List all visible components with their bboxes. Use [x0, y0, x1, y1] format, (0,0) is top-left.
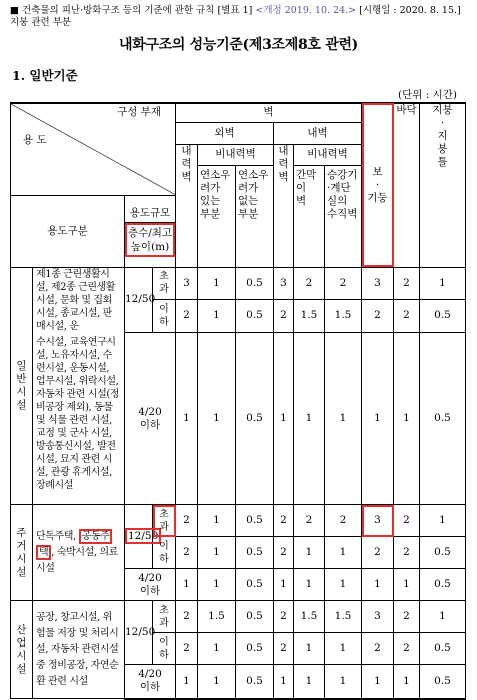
cell: 1: [198, 299, 236, 332]
cell: 1: [325, 665, 362, 699]
component-label: 구성 부재: [117, 106, 161, 118]
under-label-industrial: 이 하: [153, 633, 176, 665]
cell: 3: [274, 267, 294, 299]
cell: 1.5: [294, 601, 325, 633]
header-note: 지붕 관련 부분: [10, 17, 72, 28]
page-title: 내화구조의 성능기준(제3조제8호 관련): [118, 37, 359, 53]
usage-class-header: 용도구분: [11, 195, 125, 267]
over-label-industrial: 초 과: [153, 601, 176, 633]
cell: 1: [198, 665, 236, 699]
cell: 0.5: [420, 569, 466, 601]
cell: 1: [325, 569, 362, 601]
cell: 1: [420, 267, 466, 299]
cell: 1: [176, 569, 198, 601]
cell: 2: [274, 299, 294, 332]
cell: 1: [294, 537, 325, 569]
cell: 1: [420, 601, 466, 633]
partition-wall-header: 간막이 벽: [294, 165, 325, 267]
highlight-apartment-end: 택: [36, 545, 51, 560]
cell: 2: [294, 267, 325, 299]
cell: 2: [176, 299, 198, 332]
floor-header: 바닥: [394, 103, 420, 267]
section-heading: 1. 일반기준: [12, 68, 78, 83]
group-desc-general-a: 제1종 근린생활시설, 제2종 근린생활시설, 문화 및 집회시설, 종교시설, 판매시설, 운: [33, 267, 125, 333]
cell: 1: [198, 505, 236, 537]
cell: 1: [294, 665, 325, 699]
cell: 1: [394, 665, 420, 699]
group-name-industrial: 산 업 시 설: [11, 601, 33, 699]
cell: 1: [394, 333, 420, 505]
cell: 0.5: [236, 601, 274, 633]
effective-date: [시행일 : 2020. 8. 15.]: [356, 5, 461, 16]
group-name-general: 일 반 시 설: [11, 267, 33, 505]
scale-small-industrial: 4/20 이하: [125, 665, 176, 699]
cell: 0.5: [420, 665, 466, 699]
outer-nonbearing-header: 비내력벽: [198, 144, 274, 165]
usage-label: 용 도: [23, 134, 47, 146]
cell: 1: [198, 569, 236, 601]
highlight-scale: 12/50: [125, 528, 161, 544]
cell: 2: [362, 633, 394, 665]
cell: 1: [294, 633, 325, 665]
cell: 2: [274, 537, 294, 569]
under-label-residential: 이 하: [153, 537, 176, 569]
inner-nonbearing-header: 비내력벽: [294, 144, 362, 165]
table-row: [11, 601, 466, 633]
cell: 2: [274, 601, 294, 633]
cell: 2: [394, 299, 420, 332]
cell: 0.5: [420, 299, 466, 332]
cell: 1.5: [198, 601, 236, 633]
outer-wall-header: 외벽: [176, 122, 274, 144]
scale-big-residential: [125, 505, 159, 569]
column-header: 보 · 기둥: [362, 103, 394, 267]
scale-big-industrial: 12/50: [125, 601, 153, 665]
highlight-apartment: 공동주: [79, 529, 113, 544]
cell: 2: [362, 537, 394, 569]
cell: 1.5: [325, 601, 362, 633]
fire-resistance-table: [10, 102, 466, 700]
cell: 0.5: [236, 267, 274, 299]
outer-bearing-header: 내 력 벽: [176, 144, 198, 267]
cell: 1: [325, 633, 362, 665]
table-row: [11, 505, 466, 537]
cell: 1: [394, 569, 420, 601]
scale-sub-label: 층수/최고높이(m): [125, 223, 175, 257]
cell: 1: [325, 333, 362, 505]
cell: 3: [176, 267, 198, 299]
cell: 2: [274, 505, 294, 537]
cell: 1: [274, 665, 294, 699]
cell: 2: [176, 505, 198, 537]
cell: 0.5: [236, 569, 274, 601]
cell: 2: [394, 537, 420, 569]
scale-small-general: 4/20 이하: [125, 333, 176, 505]
scale-header: [125, 195, 176, 267]
cell: 2: [176, 537, 198, 569]
unit-label: (단위 : 시간): [398, 89, 457, 101]
cell: 2: [176, 601, 198, 633]
cell: 0.5: [236, 299, 274, 332]
table-row: [11, 267, 466, 299]
desc-text: , 숙박시설, 의료시설: [36, 546, 118, 574]
cell: 1: [325, 537, 362, 569]
amendment-date: <개정 2019. 10. 24.>: [255, 5, 357, 16]
cell: 1: [176, 333, 198, 505]
cell: 2: [394, 601, 420, 633]
cell: 1.5: [294, 299, 325, 332]
cell: 1: [362, 333, 394, 505]
over-label-general: 초 과: [153, 267, 176, 299]
wall-header: 벽: [176, 103, 362, 122]
inner-bearing-header: 내 력 벽: [274, 144, 294, 267]
header-corner: [11, 103, 176, 195]
cell: 3: [362, 601, 394, 633]
group-desc-residential: [33, 505, 125, 601]
cell: 0.5: [236, 333, 274, 505]
cell: 2: [294, 505, 325, 537]
scale-big-general: 12/50: [125, 267, 153, 333]
cell: 0.5: [236, 505, 274, 537]
group-name-residential: 주 거 시 설: [11, 505, 33, 601]
group-desc-general-b: 수시설, 교육연구시설, 노유자시설, 수련시설, 운동시설, 업무시설, 위락시설, 자동차 관련 시설(정비공장 제외), 동물 및 식물 관련 시설, 교정 및 군사 시설, 방송통신시설, 발전시설, 묘지 관련 시설, 관광 휴게시설, 장례시설: [33, 333, 125, 505]
roof-header: 지붕 · 지 붕 틀: [420, 103, 466, 267]
cell: 1: [198, 633, 236, 665]
cell: 0.5: [236, 633, 274, 665]
cell: 0.5: [236, 537, 274, 569]
group-desc-industrial: 공장, 창고시설, 위험물 저장 및 처리시설, 자동차 관련시설 중 정비공장, 자연순환 관련 시설: [33, 601, 125, 699]
cell: 1: [362, 569, 394, 601]
cell: 1: [274, 333, 294, 505]
cell: 2: [394, 633, 420, 665]
cell: 3: [362, 267, 394, 299]
cell: 2: [176, 633, 198, 665]
spread-risk-header: 연소우려가 있는 부분: [198, 165, 236, 267]
cell: 1: [274, 569, 294, 601]
cell: 0.5: [420, 537, 466, 569]
cell: 1: [176, 665, 198, 699]
cell: 1.5: [325, 299, 362, 332]
shaft-wall-header: 승강기 ·계단 실의 수직벽: [325, 165, 362, 267]
scale-label: 용도규모: [125, 205, 175, 223]
cell: 1: [420, 505, 466, 537]
table-row: [11, 333, 466, 505]
cell: 2: [362, 299, 394, 332]
cell: 1: [294, 569, 325, 601]
cell: 1: [198, 537, 236, 569]
scale-small-residential: 4/20 이하: [125, 569, 176, 601]
under-label-general: 이 하: [153, 299, 176, 332]
cell: 0.5: [236, 665, 274, 699]
cell: 1: [294, 333, 325, 505]
cell: 0.5: [420, 633, 466, 665]
highlight-cell: 3: [362, 505, 394, 537]
cell: 1: [198, 333, 236, 505]
desc-text: 단독주택,: [36, 530, 79, 542]
inner-wall-header: 내벽: [274, 122, 362, 144]
cell: 2: [325, 505, 362, 537]
cell: 0.5: [420, 333, 466, 505]
regulation-name: ■ 건축물의 피난·방화구조 등의 기준에 관한 규칙 [별표 1]: [10, 5, 256, 16]
cell: 1: [362, 665, 394, 699]
cell: 2: [394, 505, 420, 537]
cell: 2: [325, 267, 362, 299]
over-label-residential: 초 과: [153, 505, 176, 537]
cell: 2: [394, 267, 420, 299]
cell: 2: [274, 633, 294, 665]
cell: 1: [198, 267, 236, 299]
document-header: [10, 5, 470, 29]
no-spread-risk-header: 연소우려가 없는 부분: [236, 165, 274, 267]
